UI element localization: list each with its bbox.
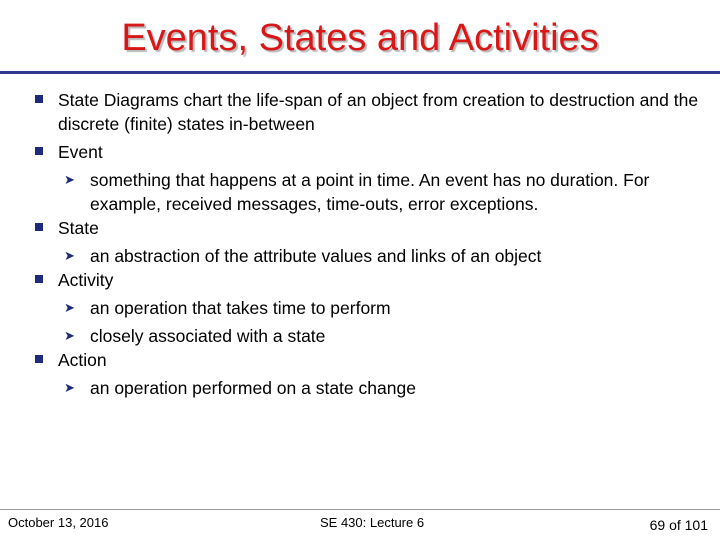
- square-bullet-icon: [35, 95, 43, 103]
- bullet-text: Event: [58, 142, 103, 162]
- sub-bullet-text: an operation that takes time to perform: [90, 298, 391, 318]
- bullet-item: [0, 268, 720, 292]
- footer-date: October 13, 2016: [8, 515, 109, 530]
- sub-bullet-item: [0, 296, 720, 320]
- sub-bullet-text: an abstraction of the attribute values and links of an object: [90, 246, 542, 266]
- bullet-text: Activity: [58, 270, 114, 290]
- bullet-item: [0, 140, 720, 164]
- page-number: 69 of 101: [649, 517, 708, 533]
- bullet-text: State Diagrams chart the life-span of an object from creation to destruction and the discrete (finite) states in-between: [58, 90, 699, 134]
- square-bullet-icon: [35, 275, 43, 283]
- sub-bullet-item: [0, 168, 720, 216]
- sub-bullet-text: an operation performed on a state change: [90, 378, 416, 398]
- sub-bullet-item: [0, 324, 720, 348]
- arrow-bullet-icon: ➤: [64, 172, 75, 187]
- arrow-bullet-icon: ➤: [64, 300, 75, 315]
- title-divider: [0, 71, 720, 74]
- sub-bullet-item: [0, 244, 720, 268]
- sub-bullet-text: closely associated with a state: [90, 326, 326, 346]
- bullet-item: [0, 88, 720, 136]
- bullet-item: [0, 216, 720, 240]
- footer-course: SE 430: Lecture 6: [320, 515, 425, 530]
- arrow-bullet-icon: ➤: [64, 328, 75, 343]
- bullet-text: State: [58, 218, 99, 238]
- square-bullet-icon: [35, 147, 43, 155]
- bullet-list: [0, 88, 720, 400]
- square-bullet-icon: [35, 223, 43, 231]
- bullet-text: Action: [58, 350, 107, 370]
- arrow-bullet-icon: ➤: [64, 248, 75, 263]
- slide-title: Events, States and Activities: [121, 17, 599, 59]
- square-bullet-icon: [35, 355, 43, 363]
- sub-bullet-item: [0, 376, 720, 400]
- bullet-item: [0, 348, 720, 372]
- arrow-bullet-icon: ➤: [64, 380, 75, 395]
- footer-divider: [0, 509, 720, 510]
- sub-bullet-text: something that happens at a point in time. An event has no duration. For example, received messages, time-outs, error exceptions.: [90, 170, 650, 214]
